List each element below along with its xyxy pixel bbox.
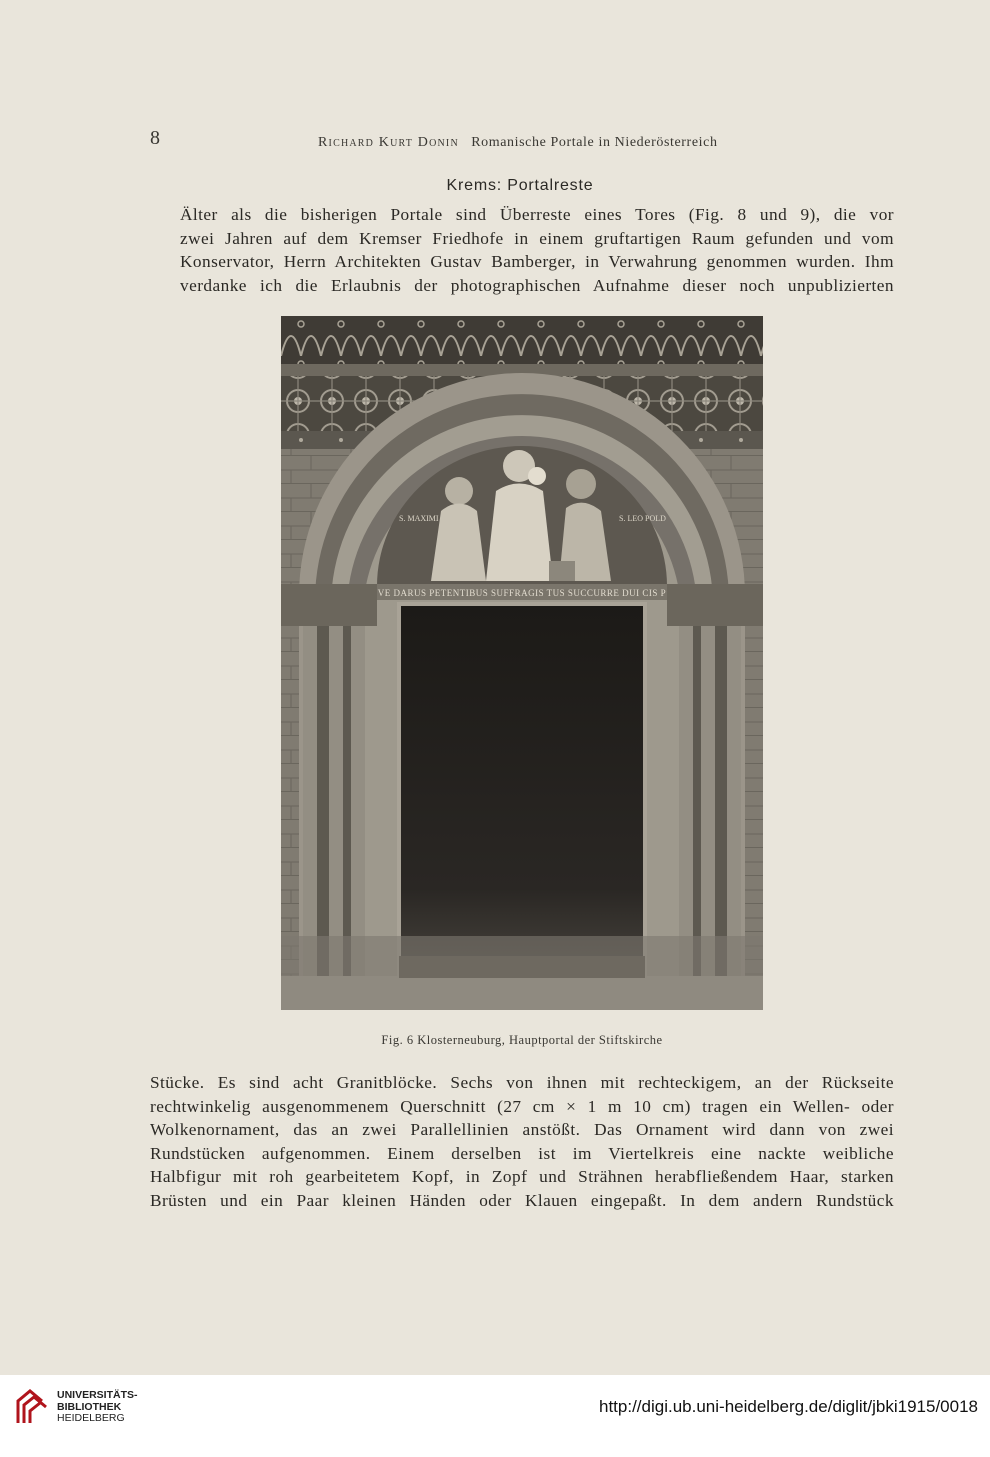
paragraph-2-line: Rundstücken aufgenommen. Einem derselben ist im Viertelkreis eine nackte weibliche [150, 1143, 894, 1163]
paragraph-1-line: verdanke ich die Erlaubnis der photographischen Aufnahme dieser noch unpublizierten [180, 275, 894, 295]
paragraph-2-line: Halbfigur mit roh gearbeitetem Kopf, in Zopf und Strähnen herabfließendem Haar, starken [150, 1167, 894, 1186]
figure-caption: Fig. 6 Klosterneuburg, Hauptportal der Stiftskirche [381, 1033, 663, 1047]
right-saint-label: S. LEO POLD [619, 514, 666, 523]
running-head-author: Richard Kurt Donin [318, 135, 459, 150]
paragraph-1-line: Älter als die bisherigen Portale sind Überreste eines Tores (Fig. 8 und 9), die vor [180, 205, 894, 224]
paragraph-1 [150, 203, 894, 297]
left-saint-label: S. MAXIMI [399, 514, 439, 523]
lintel-inscription: VE DARUS PETENTIBUS SUFFRAGIS TUS SUCCURRE DUI CIS P [377, 588, 667, 598]
paragraph-2-line: Wolkenornament, das an zwei Parallellinien anstößt. Das Ornament wird dann von zwei [150, 1120, 894, 1139]
library-name-line: UNIVERSITÄTS- [57, 1389, 138, 1401]
library-logo-icon [12, 1387, 52, 1427]
permalink-url[interactable]: http://digi.ub.uni-heidelberg.de/diglit/jbki1915/0018 [599, 1397, 978, 1416]
paragraph-2-line: Brüsten und ein Paar kleinen Händen oder Klauen eingepaßt. In dem andern Rundstück [150, 1190, 894, 1210]
library-name-line: BIBLIOTHEK [57, 1400, 122, 1413]
paragraph-2-line: Stücke. Es sind acht Granitblöcke. Sechs von ihnen mit rechteckigem, an der Rückseite [150, 1073, 894, 1092]
library-name-line: HEIDELBERG [57, 1412, 125, 1424]
portal-photograph [281, 316, 763, 1010]
paragraph-2 [150, 1071, 894, 1212]
section-title: Krems: Portalreste [446, 177, 594, 194]
library-name [57, 1390, 138, 1425]
paragraph-1-line: zwei Jahren auf dem Kremser Friedhofe in einem gruftartigen Raum gefunden und vom [180, 228, 894, 248]
paragraph-1-line: Konservator, Herrn Architekten Gustav Bamberger, in Verwahrung genommen wurden. Ihm [180, 252, 894, 271]
portal-illustration [281, 316, 763, 1010]
page-number: 8 [150, 127, 160, 149]
running-head [318, 135, 718, 151]
paragraph-2-line: rechtwinkelig ausgenommenem Querschnitt (27 cm × 1 m 10 cm) tragen ein Wellen- oder [150, 1096, 894, 1116]
viewer-footer [0, 1375, 990, 1457]
running-head-title: Romanische Portale in Niederösterreich [471, 135, 718, 150]
